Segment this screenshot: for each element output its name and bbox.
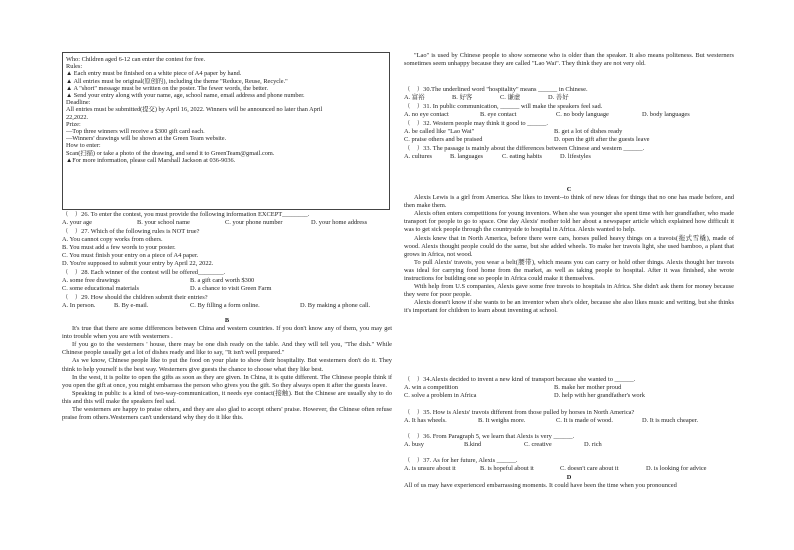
q37-option-a: A. is unsure about it: [404, 465, 456, 473]
q35-option-d: D. It is much cheaper.: [642, 417, 699, 425]
passage-c-paragraph-6: Alexis doesn't know if she wants to be an inventor when she's older, because she also likes music and writing, but she thinks it's important for children to learn about inventing at school.: [404, 299, 734, 315]
contest-notice-box: [62, 52, 390, 210]
q27-option-b: B. You must add a few words to your poster.: [62, 244, 176, 252]
passage-c-paragraph-2: Alexis often enters competitions for young inventors. When she was younger she spent time with her grandfather, who made transport for people to go to space. One day Alexis' mother told her about a newspaper article which explained how difficult it was to get sick people through the countryside to hospital in Africa. Alexis wanted to help.: [404, 210, 734, 234]
notice-line: ▲For more information, please call Marshall Jackson at 036-9036.: [66, 156, 236, 164]
passage-b-ending: [404, 52, 734, 68]
q32-option-d: D. open the gift after the guests leave: [554, 136, 650, 144]
passage-b-paragraph-1: It's true that there are some differences between China and western countries. If you don't know any of them, you may get into trouble when you are with westerners .: [62, 325, 392, 341]
q27-option-a: A. You cannot copy works from others.: [62, 236, 163, 244]
q27-option-c: C. You must finish your entry on a piece of A4 paper.: [62, 252, 199, 260]
q29-option-a: A. In person.: [62, 302, 96, 310]
q29-option-d: D. By making a phone call.: [300, 302, 371, 310]
q36-option-a: A. busy: [404, 441, 424, 449]
q30-option-b: B. 好客: [452, 94, 473, 102]
q30-option-c: C. 谦虚: [500, 94, 521, 102]
q34-option-a: A. win a competition: [404, 384, 458, 392]
q31-option-b: B. eye contact: [480, 111, 517, 119]
q34-option-b: B. make her mother proud: [554, 384, 622, 392]
question-36-stem: （ ）36. From Paragraph 5, we learn that Alexis is very ______.: [404, 433, 575, 440]
question-29-stem: （ ）29. How should the children submit their entries?: [62, 294, 208, 301]
q28-option-b: B. a gift card worth $300: [190, 277, 255, 285]
q35-option-a: A. It has wheels.: [404, 417, 447, 425]
question-37: [404, 457, 734, 473]
section-b-heading: B: [224, 317, 230, 324]
q37-option-b: B. is hopeful about it: [480, 465, 534, 473]
passage-b-paragraph-3: As we know, Chinese people like to put the food on your plate to show their hospitality. But westerners don't do it. They think to help yourself is the best way. Westerners give guests the chance to choose what they like best.: [62, 357, 392, 373]
q28-option-d: D. a chance to visit Green Farm: [190, 285, 272, 293]
notice-line: ▲ Each entry must be finished on a white piece of A4 paper by hand.: [66, 70, 242, 78]
q36-option-c: C. creative: [524, 441, 552, 449]
notice-line: 22,2022.: [66, 113, 89, 121]
section-c-heading: C: [566, 186, 572, 193]
q36-option-b: B.kind: [464, 441, 482, 449]
notice-line: Deadline:: [66, 99, 91, 107]
section-d-heading: D: [566, 474, 572, 481]
question-35-stem: （ ）35. How is Alexis' travois different from those pulled by horses in North America?: [404, 409, 635, 416]
q30-option-d: D. 善好: [548, 94, 569, 102]
question-32: [404, 120, 734, 144]
question-26-stem: （ ）26. To enter the contest, you must provide the following information EXCEPT________.: [62, 211, 310, 218]
passage-c-paragraph-1: Alexis Lewis is a girl from America. She likes to invent--to think of new ideas for things that no one has made before, and then make them.: [404, 194, 734, 210]
q33-option-c: C. eating habits: [502, 153, 542, 161]
q27-option-d: D. You're supposed to submit your entry by April 22, 2022.: [62, 260, 214, 268]
q31-option-d: D. body languages: [642, 111, 690, 119]
question-34-stem: （ ）34.Alexis decided to invent a new kind of transport because she wanted to ______.: [404, 376, 636, 383]
q32-option-c: C. praise others and be praised: [404, 136, 483, 144]
question-27: [62, 228, 392, 268]
q34-option-d: D. help with her grandfather's work: [554, 392, 645, 400]
q29-option-c: C. By filling a form online.: [190, 302, 260, 310]
notice-line: How to enter:: [66, 142, 101, 150]
question-31: [404, 103, 734, 119]
passage-b: [62, 317, 392, 422]
question-30: [404, 86, 734, 102]
q28-option-c: C. some educational materials: [62, 285, 140, 293]
notice-line: Prize:: [66, 120, 81, 128]
q37-option-c: C. doesn't care about it: [560, 465, 619, 473]
q26-option-d: D. your home address: [311, 219, 368, 227]
question-29: [62, 294, 392, 310]
passage-d-first-line: All of us may have experienced embarrassing moments. It could have been the time when you pronounced: [404, 482, 677, 490]
q35-option-c: C. It is made of wood.: [556, 417, 613, 425]
q32-option-b: B. get a lot of dishes ready: [554, 128, 623, 136]
question-30-stem: （ ）30.The underlined word "hospitality" means ______ in Chinese.: [404, 86, 588, 93]
passage-b-paragraph-6: The westerners are happy to praise others, and they are also glad to accept others' praise. However, the Chinese often refuse praise from others.Westerners can't understand why they do it like this.: [62, 406, 392, 422]
passage-b-paragraph-5: Speaking in public is a kind of two-way-communication, it needs eye contact(接触). But the Chinese are usually shy to do this and this will make the speakers feel sad.: [62, 389, 392, 405]
passage-c-paragraph-5: With help from U.S companies, Alexis gave some free travois to hospitals in Africa. She didn't ask them for money because they were for poor people.: [404, 283, 734, 299]
question-26: [62, 211, 392, 227]
notice-line: —Winners' drawings will be shown at the Green Team website.: [66, 135, 227, 143]
passage-b-intro-lao: "Lao" is used by Chinese people to show someone who is older than the speaker. It also means politeness. But westerners sometimes seem unhappy because they are called "Lao Wai". They think they are not very old.: [404, 52, 734, 68]
q26-option-a: A. your age: [62, 219, 92, 227]
notice-line: Scan(扫描) or take a photo of the drawing, and send it to GreenTeam@gmail.com.: [66, 149, 275, 157]
q34-option-c: C. solve a problem in Africa: [404, 392, 477, 400]
q33-option-b: B. languages: [450, 153, 484, 161]
notice-line: ▲ All entries must be original(原创的), including the theme "Reduce, Reuse, Recycle.": [66, 77, 288, 85]
q30-option-a: A. 富裕: [404, 94, 425, 102]
q31-option-c: C. no body language: [556, 111, 609, 119]
question-34: [404, 376, 734, 400]
question-36: [404, 433, 734, 449]
notice-line: —Top three winners will receive a $300 gift card each.: [66, 128, 205, 136]
q28-option-a: A. some free drawings: [62, 277, 120, 285]
question-37-stem: （ ）37. As for her future, Alexis ______.: [404, 457, 518, 464]
notice-line: All entries must be submitted(提交) by April 16, 2022. Winners will be announced no later than April: [66, 106, 323, 114]
passage-d: [404, 474, 734, 490]
passage-c: [404, 186, 734, 316]
notice-line: Who: Children aged 6-12 can enter the contest for free.: [66, 56, 206, 63]
question-31-stem: （ ）31. In public communication, ______ will make the speakers feel sad.: [404, 103, 603, 110]
q26-option-c: C. your phone number: [225, 219, 283, 227]
question-28: [62, 269, 392, 293]
passage-c-paragraph-4: To pull Alexis' travois, you wear a belt(腰带), which means you can carry or hold other things. Alexis thought her travois was ideal for carrying food home from the market, as well as taking people to hospital. After it was finished, she wrote instructions for building one so people in Africa could make it themselves.: [404, 258, 734, 283]
question-32-stem: （ ）32. Western people may think it good to ______.: [404, 120, 548, 127]
notice-line: ▲ A "short" message must be written on the poster. The fewer words, the better.: [66, 84, 269, 92]
question-28-stem: （ ）28. Each winner of the contest will be offered________.: [62, 269, 226, 276]
passage-c-paragraph-3: Alexis knew that in North America, before there were cars, horses pulled heavy things on a travois(拖式雪橇), made of wood. Alexis thought people could do the same, but she added wheels. To make her travois light, she used bamboo, a plant that grows in Africa, not wood.: [404, 234, 734, 258]
question-33-stem: （ ）33. The passage is mainly about the differences between Chinese and western ______.: [404, 145, 645, 152]
passage-b-paragraph-2: If you go to the westerners ' house, there may be one dish ready on the table. And they will tell you, "The dish." While Chinese people usually get a lot of dishes ready and like to say, "It isn't well prepared.": [62, 341, 392, 357]
notice-line: Rules:: [66, 63, 83, 71]
q33-option-a: A. cultures: [404, 153, 433, 161]
passage-b-paragraph-4: In the west, it is polite to open the gifts as soon as they are given. In China, it is quite different. The Chinese people think if you open the gift at once, you might embarrass the person who gives you the gift. So they always open it after the guests leave.: [62, 373, 392, 389]
q31-option-a: A. no eye contact: [404, 111, 449, 119]
q36-option-d: D. rich: [584, 441, 602, 449]
q32-option-a: A. be called like "Lao Wai": [404, 128, 475, 136]
q37-option-d: D. is looking for advice: [646, 465, 707, 473]
question-35: [404, 409, 734, 425]
q26-option-b: B. your school name: [137, 219, 190, 227]
q33-option-d: D. lifestyles: [560, 153, 591, 161]
q29-option-b: B. By e-mail.: [114, 302, 149, 310]
question-33: [404, 145, 734, 161]
q35-option-b: B. It weighs more.: [478, 417, 526, 425]
question-27-stem: （ ）27. Which of the following rules is NOT true?: [62, 228, 200, 235]
notice-line: ▲ Send your entry along with your name, age, school name, email address and phone number.: [66, 92, 305, 100]
